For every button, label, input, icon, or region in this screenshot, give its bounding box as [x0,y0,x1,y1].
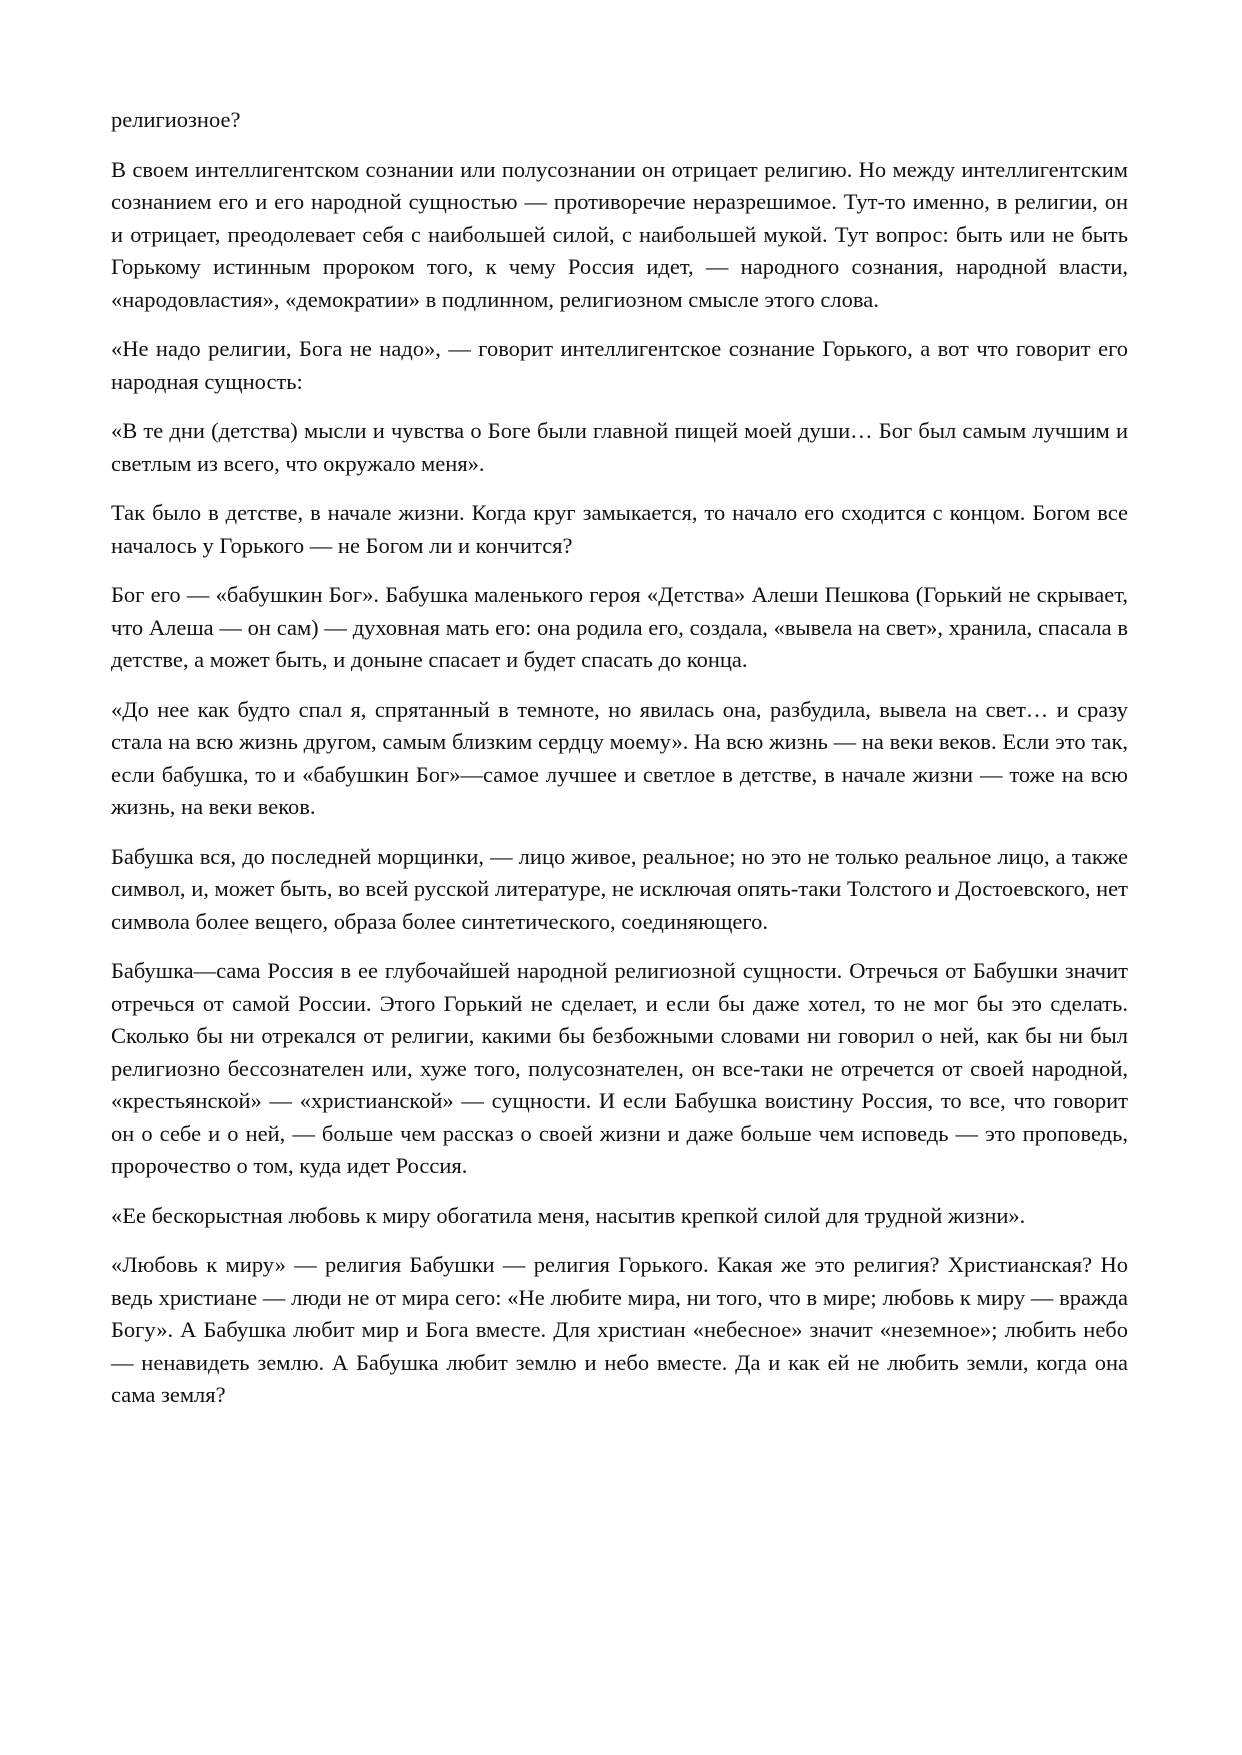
paragraph: Бабушка—сама Россия в ее глубочайшей народной религиозной сущности. Отречься от Бабушки значит отречься от самой России. Этого Горький не сделает, и если бы даже хотел, то не мог бы это сделать. Сколько бы ни отрекался от религии, какими бы безбожными словами ни говорил о ней, как бы ни был религиозно бессознателен или, хуже того, полусознателен, он все-таки не отречется от своей народной, «крестьянской» — «христианской» — сущности. И если Бабушка воистину Россия, то все, что говорит он о себе и о ней, — больше чем рассказ о своей жизни и даже больше чем исповедь — это проповедь, пророчество о том, куда идет Россия. [111,958,1128,1178]
paragraph: Бог его — «бабушкин Бог». Бабушка маленького героя «Детства» Алеши Пешкова (Горький не скрывает, что Алеша — он сам) — духовная мать его: она родила его, создала, «вывела на свет», хранила, спасала в детстве, а может быть, и доныне спасает и будет спасать до конца. [111,582,1128,672]
paragraph-quote: «До нее как будто спал я, спрятанный в темноте, но явилась она, разбудила, вывела на свет… и сразу стала на всю жизнь другом, самым близким сердцу моему». На всю жизнь — на веки веков. Если это так, если бабушка, то и «бабушкин Бог»—самое лучшее и светлое в детстве, в начале жизни — тоже на всю жизнь, на веки веков. [111,696,1128,819]
paragraph: Так было в детстве, в начале жизни. Когда круг замыкается, то начало его сходится с концом. Богом все началось у Горького — не Богом ли и кончится? [111,500,1128,558]
paragraph-quote: «Ее бескорыстная любовь к миру обогатила меня, насытив крепкой силой для трудной жизни». [111,1202,1026,1228]
paragraph: Бабушка вся, до последней морщинки, — лицо живое, реальное; но это не только реальное лицо, а также символ, и, может быть, во всей русской литературе, не исключая опять-таки Толстого и Достоевского, нет символа более вещего, образа более синтетического, соединяющего. [111,843,1128,934]
paragraph: «Не надо религии, Бога не надо», — говорит интеллигентское сознание Горького, а вот что говорит его народная сущность: [111,336,1128,394]
paragraph-continuation: религиозное? [111,107,241,132]
paragraph: «Любовь к миру» — религия Бабушки — религия Горького. Какая же это религия? Христианская? Но ведь христиане — люди не от мира сего: «Не любите мира, ни того, что в мире; любовь к миру — вражда Богу». А Бабушка любит мир и Бога вместе. Для христиан «небесное» значит «неземное»; любить небо — ненавидеть землю. А Бабушка любит землю и небо вместе. Да и как ей не любить земли, когда она сама земля? [111,1252,1128,1407]
paragraph-quote: «В те дни (детства) мысли и чувства о Боге были главной пищей моей души… Бог был самым лучшим и светлым из всего, что окружало меня». [111,418,1128,476]
paragraph: В своем интеллигентском сознании или полусознании он отрицает религию. Но между интеллигентским сознанием его и его народной сущностью — противоречие неразрешимое. Тут-то именно, в религии, он и отрицает, преодолевает себя с наибольшей силой, с наибольшей мукой. Тут вопрос: быть или не быть Горькому истинным пророком того, к чему Россия идет, — народного сознания, народной власти, «народовластия», «демократии» в подлинном, религиозном смысле этого слова. [111,156,1128,312]
document-page [111,104,1128,1429]
